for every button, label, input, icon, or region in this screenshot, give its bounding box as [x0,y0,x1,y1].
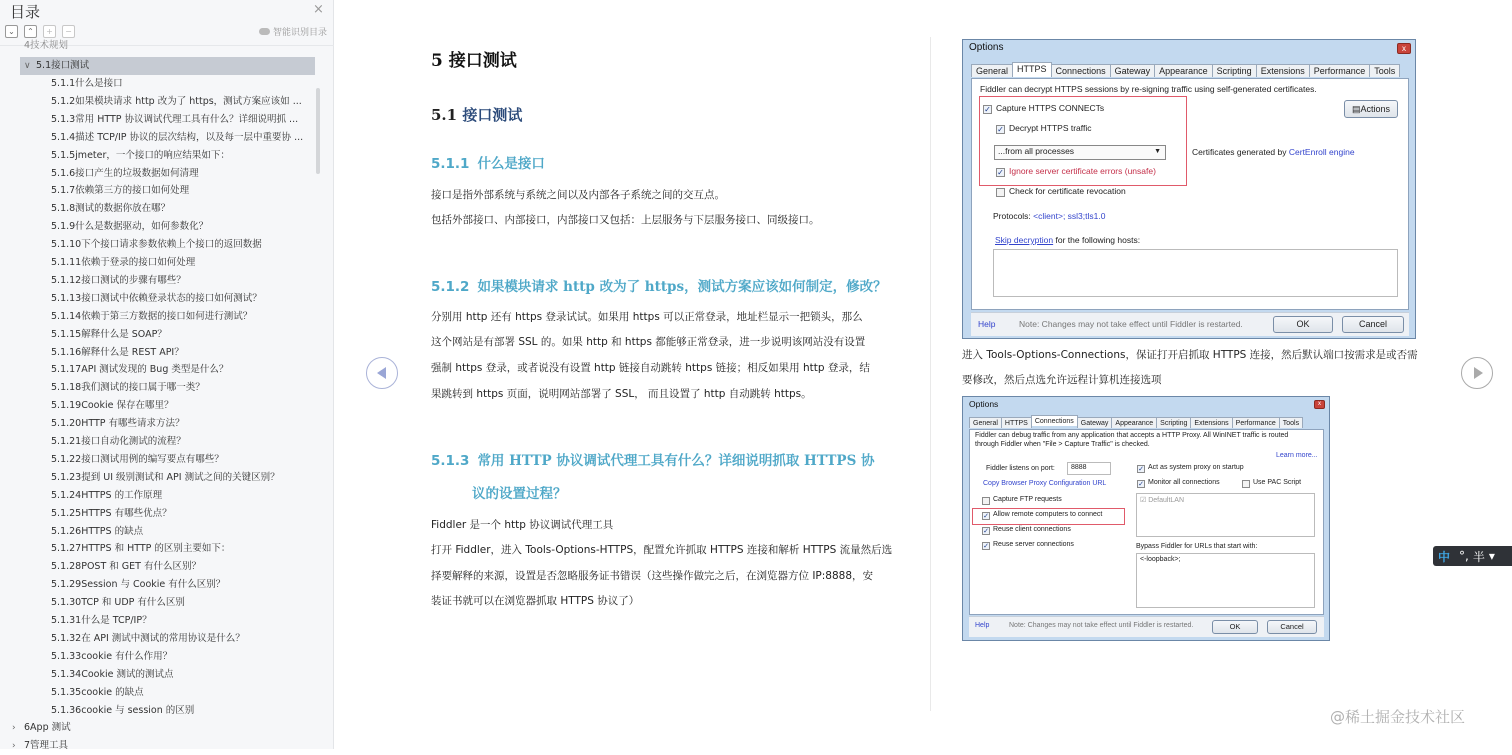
checkbox-checked: ✓ [1138,481,1144,488]
cert-label: Certificates generated by [1192,147,1287,157]
ok-button: OK [1273,316,1333,333]
watermark: @稀土掘金技术社区 [1330,708,1466,726]
tab-connections: Connections [1051,64,1111,77]
actions-button [1344,100,1398,118]
chevron-down-icon: ∨ [24,61,31,71]
toc-item[interactable]: 5.1.30TCP 和 UDP 有什么区别 [51,597,185,609]
intro-text: through Fiddler when "File > Capture Traffic" is checked. [975,441,1150,448]
ime-toolbar[interactable] [1433,546,1512,566]
toc-item[interactable]: 5.1.17API 测试发现的 Bug 类型是什么？ [51,364,229,376]
toc-title: 目录 [10,3,41,21]
toc-item[interactable]: 5.1.3常用 HTTP 协议调试代理工具有什么？详细说明抓 ... [51,113,299,125]
toc-item[interactable]: 5.1.20HTTP 有哪些请求方法？ [51,418,185,430]
cancel-button: Cancel [1342,316,1404,333]
hosts-textarea [993,249,1398,297]
restart-note: Note: Changes may not take effect until Fiddler is restarted. [1009,622,1194,629]
toc-item-partial[interactable]: 4技术规划 [24,40,69,51]
tab-performance: Performance [1309,64,1371,77]
add-icon[interactable]: + [43,25,56,38]
toc-item[interactable]: 5.1.29Session 与 Cookie 有什么区别？ [51,579,226,591]
triangle-left-icon [377,367,386,379]
subsection-title: 如果模块请求 http 改为了 https，测试方案应该如何制定，修改？ [477,279,887,295]
caption-line: 要修改，然后点选允许远程计算机连接选项 [962,374,1162,386]
checkbox-checked: ✓ [983,543,989,550]
remove-icon[interactable]: − [62,25,75,38]
toc-item[interactable]: 5.1.5jmeter，一个接口的响应结果如下： [51,149,230,161]
help-link: Help [978,319,996,329]
next-page-button[interactable] [1461,357,1493,389]
capture-connects-label: Capture HTTPS CONNECTs [996,103,1105,113]
toc-item-active[interactable] [20,57,315,75]
caption-line: 进入 Tools-Options-Connections，保证打开启抓取 HTTPS 连接，然后默认端口按需求是或否需 [962,349,1418,361]
toc-item[interactable]: 5.1.35cookie 的缺点 [51,686,144,698]
toc-item[interactable]: 5.1.24HTTPS 的工作原理 [51,489,163,501]
paragraph: 接口是指外部系统与系统之间以及内部各子系统之间的交互点。 [431,189,725,201]
bypass-label: Bypass Fiddler for URLs that start with: [1136,543,1258,550]
tab-gateway: Gateway [1110,64,1156,77]
toc-item[interactable]: 5.1.7依赖第三方的接口如何处理 [51,185,190,197]
tab-tools: Tools [1279,417,1303,428]
toc-item[interactable]: 5.1.33cookie 有什么作用？ [51,650,173,662]
toc-item-chapter[interactable] [12,737,68,755]
paragraph-line: 分别用 http 还有 https 登录试试。如果用 https 可以正常登录，地址栏显示一把锁头，那么 [431,311,863,323]
paragraph-line: Fiddler 是一个 http 协议调试代理工具 [431,519,614,531]
protocols-label: Protocols: [993,211,1031,221]
paragraph-line: 这个网站是有部署 SSL 的。如果 http 和 https 都能够正常登录，进一步说明该网站没有设置 [431,336,866,348]
subsection-heading-512 [431,275,887,295]
close-icon: x [1397,43,1411,54]
cert-engine: CertEnroll engine [1288,147,1355,157]
toc-item[interactable]: 5.1.10下个接口请求参数依赖上个接口的返回数据 [51,239,262,251]
paragraph-line: 果跳转到 https 页面，说明网站部署了 SSL， 而且设置了 http 自动跳转 https。 [431,388,812,400]
tab-general: General [969,417,1002,428]
toc-item[interactable]: 5.1.32在 API 测试中测试的常用协议是什么？ [51,632,245,644]
toc-item[interactable]: 5.1.6接口产生的垃圾数据如何清理 [51,167,199,179]
triangle-right-icon [1474,367,1483,379]
chevron-right-icon: › [12,723,16,734]
toc-item[interactable]: 5.1.31什么是 TCP/IP？ [51,615,152,626]
allow-remote-label: Allow remote computers to connect [993,511,1103,518]
checkbox-checked: ✓ [983,528,989,535]
bypass-textarea: <-loopback>; [1136,553,1315,608]
tab-extensions: Extensions [1256,64,1310,77]
tab-general: General [971,64,1013,77]
toc-item[interactable]: 5.1.1什么是接口 [51,78,123,89]
subsection-number: 5.1.2 [431,279,470,295]
toc-item[interactable]: 5.1.19Cookie 保存在哪里？ [51,400,174,412]
intro-text: Fiddler can debug traffic from any application that accepts a HTTP Proxy. All WinINET traffic is routed [975,432,1289,439]
paragraph-line: 强制 https 登录，或者说没有设置 http 链接自动跳转 https 链接；相反如果用 http 登录，结 [431,362,870,374]
capture-ftp-label: Capture FTP requests [993,496,1062,503]
toc-item[interactable]: 5.1.14依赖于第三方数据的接口如何进行测试？ [51,310,253,322]
section-title: 接口测试 [462,106,523,124]
tab-tools: Tools [1369,64,1400,77]
fiddler-options-https-screenshot [962,39,1416,339]
toc-item-chapter[interactable] [12,719,71,737]
toc-item[interactable]: 5.1.9什么是数据驱动，如何参数化？ [51,221,209,233]
intro-text: Fiddler can decrypt HTTPS sessions by re-signing traffic using self-generated certificates. [980,84,1317,94]
dialog-title: Options [969,42,1004,53]
dialog-body [969,429,1324,615]
toc-item[interactable]: 5.1.2如果模块请求 http 改为了 https，测试方案应该如 ... [51,95,302,107]
revocation-label: Check for certificate revocation [1009,186,1126,196]
toc-item[interactable]: 5.1.26HTTPS 的缺点 [51,525,144,537]
checkbox-unchecked [1242,480,1250,488]
subsection-title: 常用 HTTP 协议调试代理工具有什么？详细说明抓取 HTTPS 协 [477,453,875,469]
ime-width-toggle[interactable]: 半 [1472,549,1485,564]
toc-item-label: 7管理工具 [24,740,69,752]
toc-item[interactable]: 5.1.12接口测试的步骤有哪些？ [51,274,186,286]
tab-scripting: Scripting [1156,417,1191,428]
tab-connections: Connections [1031,415,1078,426]
help-link: Help [975,622,990,629]
toc-item[interactable]: 5.1.22接口测试用例的编写要点有哪些？ [51,453,224,465]
toc-scrollbar[interactable] [316,88,320,174]
act-proxy-label: Act as system proxy on startup [1148,464,1244,471]
decrypt-label: Decrypt HTTPS traffic [1009,123,1092,133]
section-heading [431,104,522,125]
skip-rest: for the following hosts: [1055,235,1141,245]
skip-line [995,235,1140,245]
dropdown-arrow-icon: ▼ [1154,148,1161,155]
checkbox-checked: ✓ [997,168,1004,177]
protocols-line [993,211,1105,221]
subsection-title: 什么是接口 [477,156,545,172]
copy-url-link: Copy Browser Proxy Configuration URL [983,480,1107,487]
checkbox-checked: ☑ [1140,497,1147,504]
use-pac-label: Use PAC Script [1253,479,1302,486]
lan-item: DefaultLAN [1148,497,1185,504]
paragraph-line: 择要解释的来源，设置是否忽略服务证书错误（这些操作做完之后，在浏览器方位 IP:8888，安 [431,570,874,582]
dialog-body [971,78,1409,310]
reuse-server-label: Reuse server connections [993,541,1074,548]
toc-item[interactable]: 5.1.16解释什么是 REST API？ [51,346,184,358]
toc-sidebar [0,0,334,752]
column-divider [930,37,931,711]
subsection-number: 5.1.3 [431,453,470,469]
tab-appearance: Appearance [1154,64,1213,77]
ignore-errors-label: Ignore server certificate errors (unsafe) [1009,166,1156,176]
tab-performance: Performance [1232,417,1280,428]
checkbox-unchecked [982,497,990,505]
cloud-icon [259,28,270,35]
toc-item[interactable]: 5.1.27HTTPS 和 HTTP 的区别主要如下： [51,543,231,555]
certificate-icon: ▤ [1351,104,1361,114]
subsection-heading-511 [431,152,545,172]
subsection-number: 5.1.1 [431,156,470,172]
subsection-heading-513 [431,449,875,469]
tab-https: HTTPS [1001,417,1032,428]
tab-strip [971,64,1399,77]
toc-item[interactable]: 5.1.23提到 UI 级别测试和 API 测试之间的关键区别？ [51,471,280,483]
restart-note: Note: Changes may not take effect until Fiddler is restarted. [1019,319,1243,329]
collapse-all-icon[interactable]: ⌃ [24,25,37,38]
toc-item[interactable]: 5.1.34Cookie 测试的测试点 [51,668,174,680]
toc-item[interactable]: 5.1.11依赖于登录的接口如何处理 [51,257,196,268]
prev-page-button[interactable] [366,357,398,389]
cert-line [1192,147,1355,157]
dialog-footer [969,616,1324,637]
smart-toc-label: 智能识别目录 [272,28,327,38]
checkbox-checked: ✓ [997,125,1004,134]
tab-strip [969,417,1302,428]
ok-button: OK [1212,620,1258,634]
tab-appearance: Appearance [1111,417,1157,428]
toc-item[interactable]: 5.1.4描述 TCP/IP 协议的层次结构，以及每一层中重要协 ... [51,131,304,143]
dialog-footer [971,312,1409,336]
section-number: 5.1 [431,106,458,124]
toc-item[interactable]: 5.1.13接口测试中依赖登录状态的接口如何测试？ [51,292,262,304]
close-icon[interactable]: × [313,2,324,17]
checkbox-unchecked [996,188,1005,197]
cancel-button: Cancel [1267,620,1317,634]
chevron-right-icon: › [12,741,16,752]
fiddler-options-connections-screenshot [962,396,1330,641]
toc-item[interactable]: 5.1.28POST 和 GET 有什么区别？ [51,561,201,573]
select-value: ...from all processes [998,146,1075,156]
paragraph: 包括外部接口、内部接口，内部接口又包括：上层服务与下层服务接口、同级接口。 [431,214,820,226]
subsection-heading-513-cont: 议的设置过程？ [472,486,567,502]
toc-item[interactable]: 5.1.21接口自动化测试的流程？ [51,436,186,447]
close-icon: x [1314,400,1325,409]
lan-list [1136,493,1315,537]
checkbox-checked: ✓ [984,105,991,114]
chapter-heading: 5 接口测试 [431,51,517,71]
toc-item-label: 6App 测试 [24,722,71,734]
checkbox-checked: ✓ [983,513,989,520]
dialog-title: Options [969,399,999,409]
ime-skin-icon[interactable]: ▾ [1488,549,1495,563]
toc-item[interactable]: 5.1.8测试的数据你放在哪？ [51,203,171,215]
ime-punct-toggle[interactable]: °, [1459,549,1469,563]
monitor-all-label: Monitor all connections [1148,479,1220,486]
tab-extensions: Extensions [1190,417,1232,428]
paragraph-line: 打开 Fiddler，进入 Tools-Options-HTTPS，配置允许抓取 HTTPS 连接和解析 HTTPS 流量然后选 [431,544,893,556]
toc-item-label: 5.1接口测试 [36,60,90,71]
port-label: Fiddler listens on port: [986,465,1055,472]
smart-toc-button[interactable] [259,25,327,38]
reuse-client-label: Reuse client connections [993,526,1071,533]
actions-label: Actions [1360,104,1391,114]
paragraph-line: 装证书就可以在浏览器抓取 HTTPS 协议了） [431,595,640,607]
tab-https: HTTPS [1012,62,1052,77]
ime-mode-toggle[interactable]: 中 [1437,549,1450,564]
protocols-value: <client>; ssl3;tls1.0 [1033,211,1106,221]
learn-more-link: Learn more... [1276,452,1318,459]
skip-decryption-link: Skip decryption [995,235,1054,245]
tab-gateway: Gateway [1077,417,1113,428]
toc-item[interactable]: 5.1.15解释什么是 SOAP？ [51,328,167,340]
tab-scripting: Scripting [1212,64,1257,77]
checkbox-checked: ✓ [1138,466,1144,473]
toc-item[interactable]: 5.1.18我们测试的接口属于哪一类？ [51,382,205,394]
toc-item[interactable]: 5.1.25HTTPS 有哪些优点？ [51,507,172,519]
toc-list [0,40,330,752]
process-select [994,145,1166,160]
toc-item[interactable]: 5.1.36cookie 与 session 的区别 [51,704,195,716]
port-input: 8888 [1067,462,1111,475]
expand-all-icon[interactable]: ⌄ [5,25,18,38]
